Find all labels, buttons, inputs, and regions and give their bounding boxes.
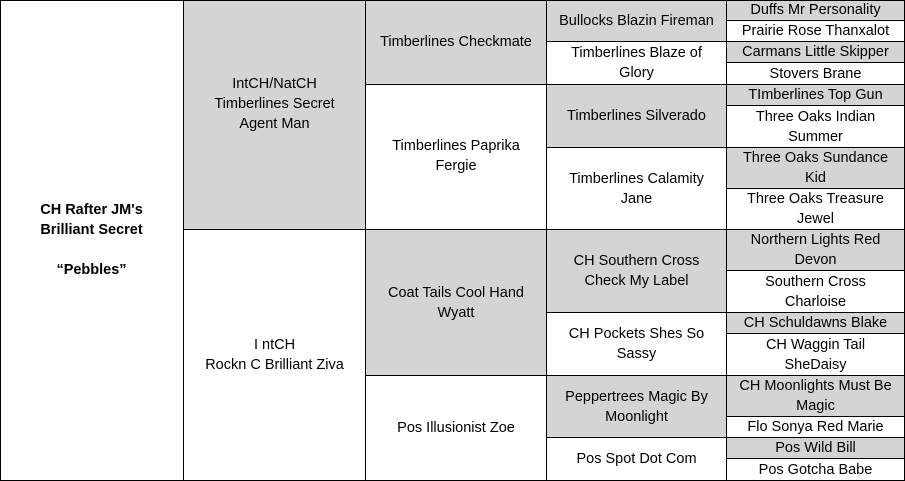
gen5-3-line1: Carmans Little Skipper (742, 44, 889, 60)
gen5-12-line2: SheDaisy (784, 356, 847, 373)
subject-cell (0, 0, 184, 481)
gen5-cell-4 (727, 63, 905, 85)
gen5-15-line1: Pos Wild Bill (775, 440, 856, 456)
gen5-10-line2: Charloise (784, 293, 847, 310)
gen5-6-line2: Summer (788, 128, 843, 145)
gen3-cell-1 (366, 0, 547, 85)
dam-name-line1: Rockn C Brilliant Ziva (205, 357, 344, 373)
gen4-cell-7 (547, 376, 727, 438)
gen5-11-line1: CH Schuldawns Blake (743, 315, 888, 331)
gen4-8-line1: Pos Spot Dot Com (576, 451, 697, 467)
gen5-cell-14 (727, 417, 905, 438)
gen3-cell-4 (366, 376, 547, 481)
sire-name-line1: Timberlines Secret (214, 96, 335, 112)
gen5-8-line1: Three Oaks Treasure (747, 191, 884, 207)
gen4-5-line1: CH Southern Cross (573, 253, 700, 269)
gen5-cell-7 (727, 148, 905, 189)
subject-nickname: “Pebbles” (56, 262, 127, 278)
gen4-cell-3 (547, 85, 727, 148)
gen3-cell-3 (366, 230, 547, 376)
gen5-cell-5 (727, 85, 905, 106)
gen5-6-line1: Three Oaks Indian (755, 108, 876, 125)
gen5-5-line1: TImberlines Top Gun (748, 87, 883, 103)
gen5-8-line2: Jewel (796, 211, 835, 227)
gen5-7-line1: Three Oaks Sundance (742, 150, 889, 166)
gen5-cell-16 (727, 459, 905, 481)
gen5-13-line1: CH Moonlights Must Be (739, 378, 892, 394)
gen4-6-line1: CH Pockets Shes So (568, 326, 705, 342)
gen5-cell-1 (727, 0, 905, 21)
gen4-cell-1 (547, 0, 727, 42)
gen3-2-line2: Fergie (435, 158, 477, 174)
gen5-2-line1: Prairie Rose Thanxalot (741, 23, 890, 39)
gen5-9-line2: Devon (794, 252, 837, 268)
gen4-4-line1: Timberlines Calamity (569, 170, 704, 187)
gen5-cell-11 (727, 313, 905, 334)
gen3-cell-2 (366, 85, 547, 230)
gen5-10-line1: Southern Cross (765, 273, 866, 290)
gen3-4-line1: Pos Illusionist Zoe (397, 420, 515, 436)
gen4-cell-8 (547, 438, 727, 481)
gen5-cell-10 (727, 271, 905, 313)
gen5-4-line1: Stovers Brane (769, 65, 862, 82)
gen5-cell-3 (727, 42, 905, 63)
subject-name-line2: Brilliant Secret (40, 222, 143, 238)
gen5-cell-12 (727, 334, 905, 376)
gen4-7-line2: Moonlight (605, 408, 668, 425)
sire-title: IntCH/NatCH (232, 76, 317, 92)
gen5-cell-8 (727, 189, 905, 230)
gen5-cell-2 (727, 21, 905, 42)
gen4-cell-2 (547, 42, 727, 85)
gen5-cell-13 (727, 376, 905, 417)
gen4-1-line1: Bullocks Blazin Fireman (559, 12, 714, 29)
sire-name-line2: Agent Man (239, 116, 310, 132)
subject-name-line1: CH Rafter JM's (40, 202, 143, 218)
gen4-cell-5 (547, 230, 727, 313)
gen5-cell-6 (727, 106, 905, 148)
gen4-7-line1: Peppertrees Magic By (565, 388, 708, 405)
gen5-13-line2: Magic (796, 398, 835, 414)
gen5-16-line1: Pos Gotcha Babe (758, 461, 873, 478)
gen4-5-line2: Check My Label (584, 273, 689, 289)
dam-title: I ntCH (253, 337, 296, 353)
gen3-2-line1: Timberlines Paprika (392, 138, 520, 154)
gen5-1-line1: Duffs Mr Personality (750, 2, 881, 18)
gen5-14-line1: Flo Sonya Red Marie (747, 419, 884, 435)
gen4-2-line2: Glory (619, 65, 654, 81)
gen4-cell-4 (547, 148, 727, 230)
gen3-3-line2: Wyatt (437, 304, 475, 321)
gen4-2-line1: Timberlines Blaze of (571, 45, 702, 61)
gen4-6-line2: Sassy (616, 346, 657, 362)
gen4-cell-6 (547, 313, 727, 376)
gen5-12-line1: CH Waggin Tail (765, 336, 866, 353)
gen4-4-line2: Jane (620, 190, 653, 207)
gen5-7-line2: Kid (805, 170, 826, 186)
gen5-cell-9 (727, 230, 905, 271)
gen5-9-line1: Northern Lights Red (750, 232, 881, 248)
sire-cell (184, 0, 366, 230)
gen5-cell-15 (727, 438, 905, 459)
gen3-1-line1: Timberlines Checkmate (380, 34, 532, 50)
dam-cell (184, 230, 366, 481)
gen3-3-line1: Coat Tails Cool Hand (388, 284, 524, 301)
gen4-3-line1: Timberlines Silverado (567, 108, 706, 124)
